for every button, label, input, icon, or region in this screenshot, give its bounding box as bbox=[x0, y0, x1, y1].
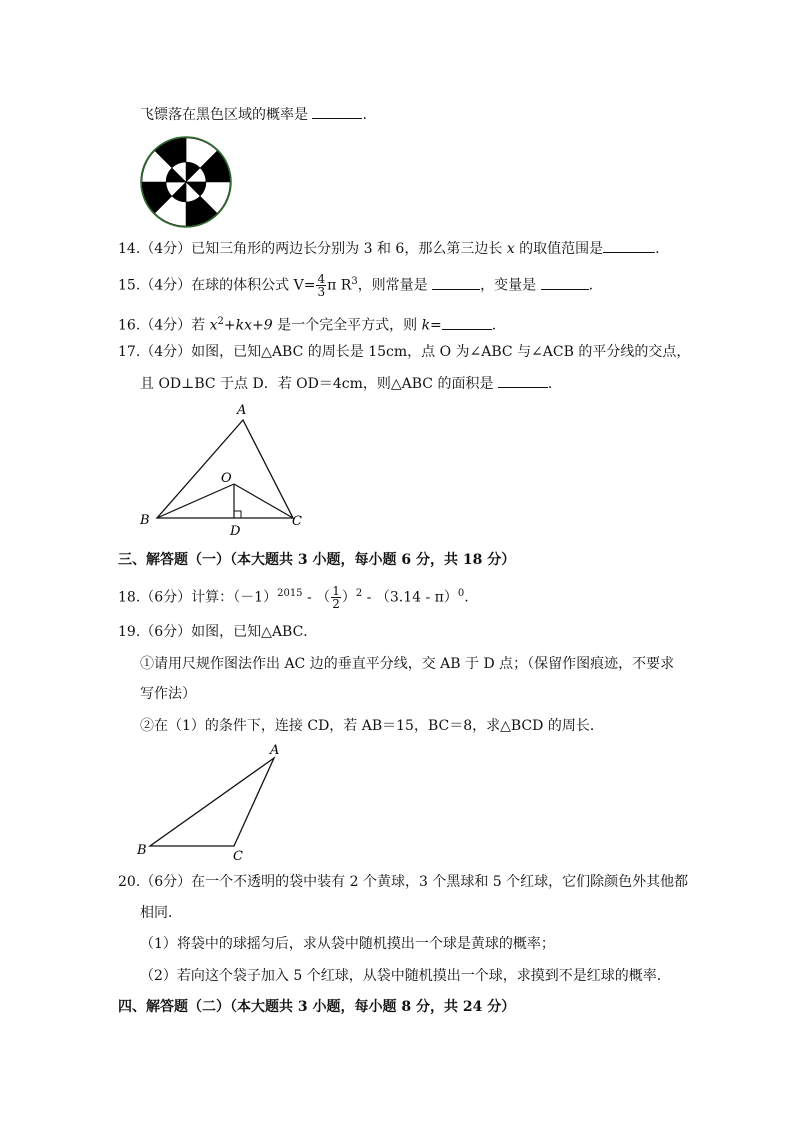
section-4-header: 四、解答题（二）（本大题共 3 小题，每小题 8 分，共 24 分） bbox=[118, 999, 516, 1015]
label-c: C bbox=[292, 514, 302, 529]
label-a: A bbox=[270, 743, 280, 758]
label-d: D bbox=[230, 524, 241, 539]
question-20-line1: 20.（6分）在一个不透明的袋中装有 2 个黄球，3 个黑球和 5 个红球，它们除颜色外其他都 bbox=[118, 874, 689, 890]
question-17-line1: 17.（4分）如图，已知△ABC 的周长是 15cm，点 O 为∠ABC 与∠ACB 的平分线的交点， bbox=[118, 344, 691, 360]
fraction: $\frac{1}{2}$ bbox=[332, 584, 340, 612]
triangle-figure-17 bbox=[130, 400, 330, 540]
question-19-line4: ②在（1）的条件下，连接 CD，若 AB＝15，BC＝8，求△BCD 的周长． bbox=[140, 718, 604, 734]
question-15: 15.（4分）在球的体积公式 V= $\frac{4}{3}$ π $R^3$，则常量是 ，变量是 . bbox=[118, 272, 594, 300]
label-b: B bbox=[137, 843, 147, 858]
question-19-line1: 19.（6分）如图，已知△ABC． bbox=[118, 624, 318, 640]
label-a: A bbox=[237, 403, 247, 418]
answer-blank[interactable] bbox=[432, 275, 480, 290]
question-20-line3: （1）将袋中的球摇匀后，求从袋中随机摸出一个球是黄球的概率； bbox=[140, 936, 555, 952]
label-b: B bbox=[140, 513, 150, 528]
q13-text: 飞镖落在黑色区域的概率是 . bbox=[140, 104, 367, 125]
label-c: C bbox=[233, 849, 243, 863]
answer-blank[interactable] bbox=[442, 315, 492, 330]
question-19-line3: 写作法） bbox=[140, 686, 196, 702]
triangle-abc bbox=[150, 758, 274, 846]
question-14: 14.（4分）已知三角形的两边长分别为 3 和 6，那么第三边长 x 的取值范围是 . bbox=[118, 238, 660, 259]
answer-blank[interactable] bbox=[312, 104, 362, 119]
section-3-header: 三、解答题（一）（本大题共 3 小题，每小题 6 分，共 18 分） bbox=[118, 552, 516, 568]
fraction: $\frac{4}{3}$ bbox=[317, 272, 326, 300]
triangle-abc bbox=[157, 420, 293, 518]
question-20-line2: 相同． bbox=[140, 905, 182, 921]
answer-blank[interactable] bbox=[603, 238, 655, 253]
triangle-figure-19 bbox=[130, 738, 300, 863]
bisector-bo bbox=[157, 484, 234, 518]
dartboard-figure bbox=[137, 133, 237, 233]
question-16: 16.（4分）若 $x^2+kx+9$ 是一个完全平方式，则 k= . bbox=[118, 316, 497, 334]
label-o: O bbox=[221, 471, 232, 486]
question-20-line4: （2）若向这个袋子加入 5 个红球，从袋中随机摸出一个球，求摸到不是红球的概率． bbox=[140, 968, 671, 984]
answer-blank[interactable] bbox=[541, 275, 589, 290]
right-angle-marker bbox=[234, 511, 241, 518]
question-18: 18.（6分）计算：$(-1)^{2015}$ - （ $\frac{1}{2}$ ）$^2$ - （3.14 - π）$^0$. bbox=[118, 584, 469, 612]
answer-blank[interactable] bbox=[498, 373, 548, 388]
question-17-line2: 且 OD⊥BC 于点 D．若 OD＝4cm，则△ABC 的面积是 . bbox=[140, 373, 552, 394]
question-19-line2: ①请用尺规作图法作出 AC 边的垂直平分线，交 AB 于 D 点；（保留作图痕迹，不要求 bbox=[140, 656, 675, 672]
